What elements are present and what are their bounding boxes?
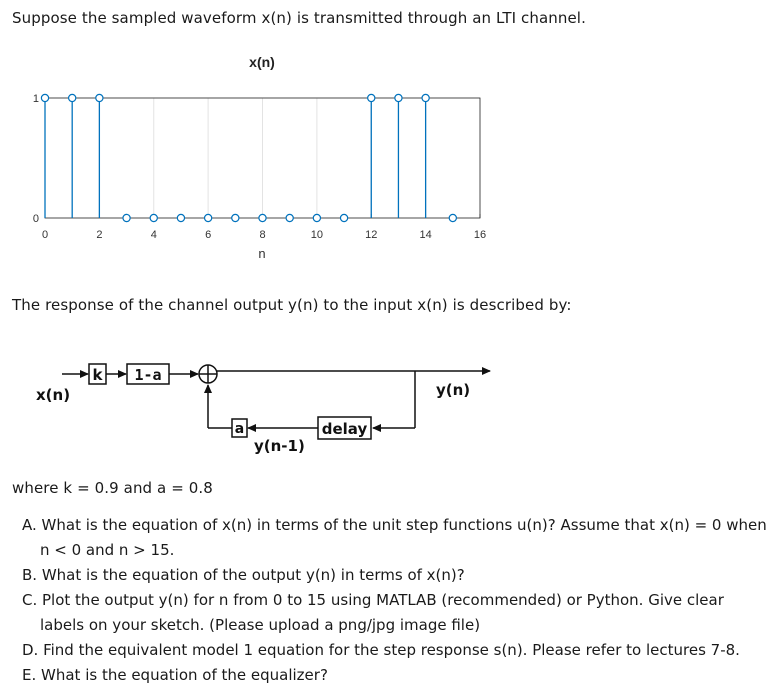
question-c-line1: C. Plot the output y(n) for n from 0 to 15 using MATLAB (recommended) or Python. Give clear [22, 591, 724, 609]
stem-marker [69, 94, 76, 101]
question-a-line2: n < 0 and n > 15. [40, 541, 175, 559]
stem-marker [286, 214, 293, 221]
gain-k-label: k [92, 366, 103, 384]
x-tick-label: 0 [41, 229, 49, 241]
stem-marker [259, 214, 266, 221]
plot-grid [45, 98, 480, 218]
x-tick-label: 10 [310, 229, 323, 241]
question-e: E. What is the equation of the equalizer? [22, 666, 328, 684]
stem-mark [259, 214, 266, 221]
y-tick-label: 1 [32, 93, 39, 105]
x-axis-label: n [258, 246, 266, 261]
stem-marker [368, 94, 375, 101]
stem-mark [177, 214, 184, 221]
plot-title: x(n) [249, 54, 275, 70]
x-tick-label: 8 [259, 229, 266, 241]
stem-marker [313, 214, 320, 221]
stem-marker [205, 214, 212, 221]
block-diagram [0, 345, 773, 465]
stem-mark [286, 214, 293, 221]
stem-mark [150, 214, 157, 221]
stem-mark [395, 94, 402, 218]
x-tick-label: 6 [205, 229, 212, 241]
intro-text: Suppose the sampled waveform x(n) is transmitted through an LTI channel. [12, 9, 586, 27]
response-text: The response of the channel output y(n) to the input x(n) is described by: [12, 296, 572, 314]
stem-marker [41, 94, 48, 101]
y-tick-labels [33, 93, 39, 225]
x-tick-label: 4 [150, 229, 157, 241]
where-text: where k = 0.9 and a = 0.8 [12, 479, 213, 497]
stem-marker [96, 94, 103, 101]
stem-plot [0, 45, 773, 275]
stem-mark [69, 94, 76, 218]
stem-mark [96, 94, 103, 218]
feedback-gain-label: a [234, 421, 245, 437]
y-tick-label: 0 [32, 213, 39, 225]
x-tick-label: 14 [419, 229, 432, 241]
stem-mark [123, 214, 130, 221]
stem-marker [449, 214, 456, 221]
stem-mark [232, 214, 239, 221]
stem-mark [449, 214, 456, 221]
gain-1a-label: 1-a [134, 366, 162, 384]
stem-marker [340, 214, 347, 221]
stem-marker [150, 214, 157, 221]
output-label: y(n) [436, 381, 471, 399]
stem-marker [123, 214, 130, 221]
stem-mark [368, 94, 375, 218]
delayed-output-label: y(n-1) [254, 437, 305, 455]
question-a-line1: A. What is the equation of x(n) in terms of the unit step functions u(n)? Assume that x(n) = 0 when [22, 516, 767, 534]
stem-marker [422, 94, 429, 101]
stem-mark [313, 214, 320, 221]
question-c-line2: labels on your sketch. (Please upload a png/jpg image file) [40, 616, 481, 634]
x-tick-label: 12 [365, 229, 378, 241]
stem-series [41, 94, 456, 221]
stem-mark [41, 94, 48, 218]
stem-mark [340, 214, 347, 221]
stem-marker [232, 214, 239, 221]
stem-mark [422, 94, 429, 218]
input-label: x(n) [36, 386, 71, 404]
x-tick-label: 16 [473, 229, 487, 241]
delay-label: delay [321, 420, 368, 438]
question-b: B. What is the equation of the output y(n) in terms of x(n)? [22, 566, 465, 584]
x-tick-label: 2 [96, 229, 103, 241]
stem-marker [395, 94, 402, 101]
question-d: D. Find the equivalent model 1 equation for the step response s(n). Please refer to lectures 7-8. [22, 641, 740, 659]
stem-mark [205, 214, 212, 221]
stem-marker [177, 214, 184, 221]
